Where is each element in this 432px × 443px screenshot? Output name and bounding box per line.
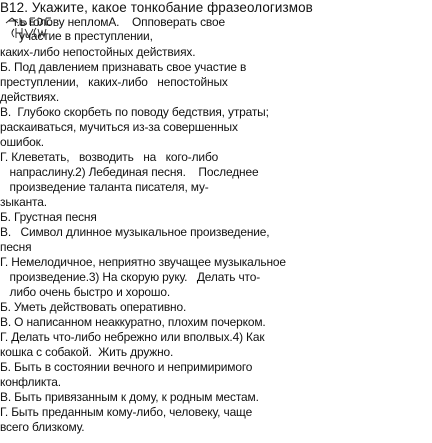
text-line: произведение.3) На скорую руку. Делать что-	[0, 271, 261, 284]
text-line: конфликта.	[0, 376, 61, 389]
text-line: Б. Грустная песня	[0, 211, 97, 224]
text-line: зыканта.	[0, 196, 47, 209]
text-line: всего близкому.	[0, 421, 85, 434]
text-line: т.ь голову непломА. Опповерать свое	[0, 16, 225, 29]
text-line: преступлении, каких-либо непостойных	[0, 76, 228, 89]
text-line: песня	[0, 241, 32, 254]
text-line: ошибок.	[0, 136, 44, 149]
text-line: Г. Немелодичное, неприятно звучащее музыкальное	[0, 256, 286, 269]
text-line: произведение таланта писателя, му-	[0, 181, 209, 194]
text-line: либо очень быстро и хорошо.	[0, 286, 171, 299]
text-line: Г. Быть преданным кому-либо, человеку, чаще	[0, 406, 253, 419]
text-line: напраслину.2) Лебединая песня. Последнее	[0, 166, 259, 179]
text-line: Б. Быть в состоянии вечного и непримиримого	[0, 361, 253, 374]
text-line: каких-либо непостойных действиях.	[0, 46, 196, 59]
text-line: В. О написанном неаккуратно, плохим почерком.	[0, 316, 266, 329]
text-line: В. Быть привязанным к дому, к родным местам.	[0, 391, 259, 404]
text-line: Б. Уметь действовать оперативно.	[0, 301, 187, 314]
text-line: раскаиваться, мучиться из-за совершенных	[0, 121, 238, 134]
text-line: участие в преступлении,	[0, 30, 153, 43]
text-line: Б. Под давлением признавать свое участие в	[0, 61, 247, 74]
text-line: В. Символ длинное музыкальное произведение,	[0, 226, 270, 239]
text-line: Г. Делать что-либо небрежно или вполвых.4) Как	[0, 331, 265, 344]
text-line: действиях.	[0, 91, 60, 104]
text-line: Г. Клеветать, возводить на кого-либо	[0, 151, 219, 164]
text-line: В. Глубоко скорбеть по поводу бедствия, утраты;	[0, 106, 269, 119]
page-title: B12. Укажите, какое тонкобание фразеологизмов	[0, 0, 313, 15]
text-line: кошка с собакой. Жить дружно.	[0, 346, 174, 359]
